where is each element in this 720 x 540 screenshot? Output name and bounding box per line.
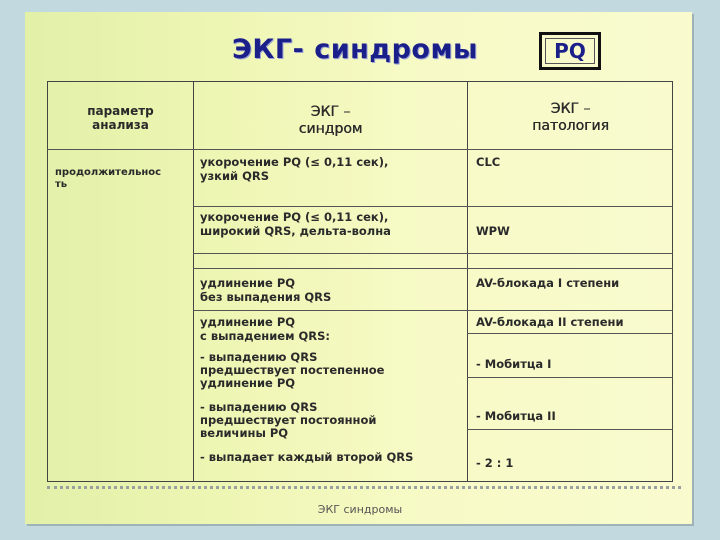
row-divider — [193, 268, 673, 269]
syndrome-line: укорочение PQ (≤ 0,11 сек), — [200, 155, 389, 169]
header-syndrome-line: ЭКГ – — [310, 104, 351, 120]
param-value-line: ть — [55, 179, 68, 190]
row-divider — [193, 310, 673, 311]
row-syndrome — [200, 401, 376, 440]
header-pathology-line: патология — [532, 118, 609, 134]
header-pathology-line: ЭКГ – — [550, 101, 591, 117]
pq-badge-label: PQ — [554, 39, 586, 63]
slide-footer: ЭКГ синдромы — [317, 503, 403, 516]
syndrome-line: узкий QRS — [200, 169, 270, 183]
syndrome-line: предшествует постоянной — [200, 413, 377, 427]
table-col-divider-2 — [467, 81, 468, 482]
syndrome-line: широкий QRS, дельта-волна — [200, 224, 391, 238]
syndrome-line: предшествует постепенное — [200, 363, 385, 377]
row-divider — [193, 206, 673, 207]
row-syndrome — [200, 450, 413, 464]
row-syndrome — [200, 155, 388, 183]
table-col-divider-1 — [193, 81, 194, 482]
row-pathology: - Мобитца I — [476, 357, 552, 371]
syndrome-line: - выпадает каждый второй QRS — [200, 450, 414, 464]
row-divider — [467, 429, 673, 430]
row-pathology: WPW — [476, 224, 510, 238]
syndrome-line: - выпадению QRS — [200, 350, 318, 364]
row-divider — [467, 377, 673, 378]
header-pathology — [468, 101, 673, 135]
header-param — [48, 104, 193, 132]
dotted-divider — [47, 486, 681, 489]
row-pathology: AV-блокада II степени — [476, 315, 624, 329]
syndrome-line: с выпадением QRS: — [200, 329, 331, 343]
row-pathology: CLC — [476, 155, 501, 169]
row-syndrome — [200, 210, 391, 238]
syndrome-line: величины PQ — [200, 426, 289, 440]
row-pathology: - 2 : 1 — [476, 456, 514, 470]
header-param-line: анализа — [92, 118, 149, 132]
syndrome-line: удлинение PQ — [200, 276, 296, 290]
row-pathology: - Мобитца II — [476, 409, 556, 423]
row-syndrome — [200, 276, 331, 304]
syndrome-line: - выпадению QRS — [200, 400, 318, 414]
syndrome-line: укорочение PQ (≤ 0,11 сек), — [200, 210, 389, 224]
header-syndrome-line: синдром — [298, 121, 363, 137]
pq-badge — [539, 32, 601, 70]
row-syndrome — [200, 351, 384, 390]
param-value-line: продолжительнос — [55, 167, 162, 178]
syndrome-line: удлинение PQ — [200, 315, 296, 329]
slide-title: ЭКГ- синдромы — [232, 34, 478, 65]
row-pathology: AV-блокада I степени — [476, 276, 620, 290]
table-header-divider — [47, 149, 673, 150]
row-divider — [467, 333, 673, 334]
row-syndrome — [200, 315, 330, 343]
syndrome-line: без выпадения QRS — [200, 290, 332, 304]
param-value — [55, 167, 161, 191]
header-param-line: параметр — [87, 104, 154, 118]
header-syndrome — [194, 104, 467, 138]
syndrome-line: удлинение PQ — [200, 376, 296, 390]
row-divider — [193, 253, 673, 254]
